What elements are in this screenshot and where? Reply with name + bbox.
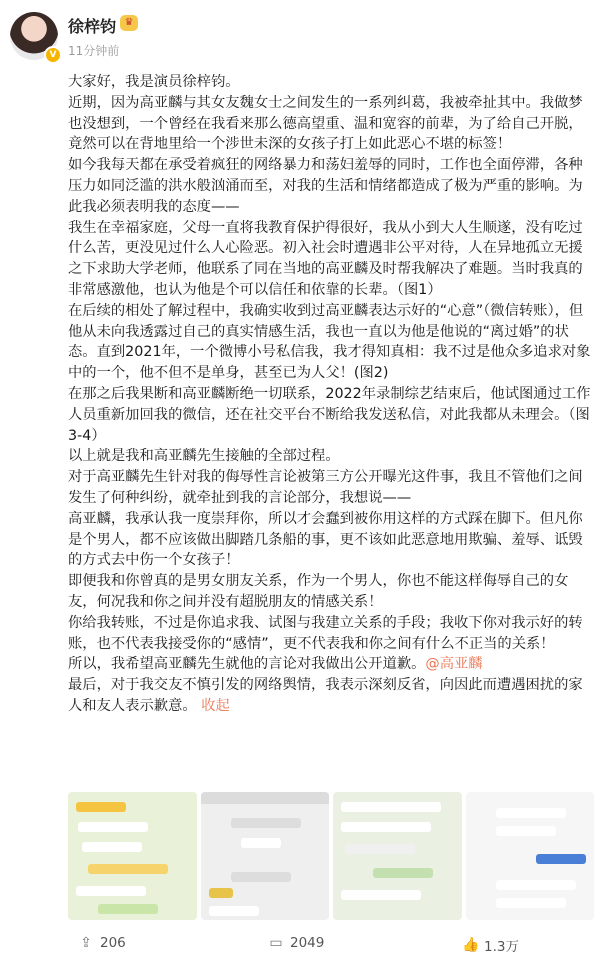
- photo-thumbnail[interactable]: [68, 792, 197, 920]
- paragraph: [68, 654, 594, 675]
- member-crown-icon: ♛: [120, 15, 138, 31]
- verified-badge-icon: V: [44, 46, 62, 64]
- paragraph: 即便我和你曾真的是男女朋友关系，作为一个男人，你也不能这样侮辱自己的女友，何况我和你之间并没有超脱朋友的情感关系！: [68, 573, 569, 610]
- paragraph: 高亚麟，我承认我一度崇拜你，所以才会蠢到被你用这样的方式踩在脚下。但凡你是个男人，都不应该做出脚踏几条船的事，更不该如此恶意地用欺骗、羞辱、诋毁的方式去中伤一个女孩子！: [68, 510, 583, 569]
- paragraph: 在那之后我果断和高亚麟断绝一切联系，2022年录制综艺结束后，他试图通过工作人员重新加回我的微信，还在社交平台不断给我发送私信，对此我都从未理会。（图3-4）: [68, 385, 591, 444]
- apology-text: 所以，我希望高亚麟先生就他的言论对我做出公开道歉。: [68, 656, 426, 673]
- action-bar: [0, 928, 600, 961]
- repost-count: 206: [100, 935, 126, 951]
- post-header: [0, 0, 600, 68]
- comment-button[interactable]: [268, 935, 324, 951]
- paragraph: 对于高亚麟先生针对我的侮辱性言论被第三方公开曝光这件事，我且不管他们之间发生了何种纠纷，就牵扯到我的言论部分，我想说——: [68, 469, 583, 506]
- paragraph: 近期，因为高亚麟与其女友魏女士之间发生的一系列纠葛，我被牵扯其中。我做梦也没想到，一个曾经在我看来那么德高望重、温和宽容的前辈，为了给自己开脱，竟然可以在背地里给一个涉世未深的女孩子打上如此恶心不堪的标签！: [68, 94, 583, 153]
- repost-button[interactable]: [78, 935, 126, 951]
- paragraph: 你给我转账，不过是你追求我、试图与我建立关系的手段；我收下你对我示好的转账，也不代表我接受你的“感情”，更不代表我和你之间有什么不正当的关系！: [68, 614, 583, 652]
- post-body: [68, 72, 594, 717]
- like-icon: 👍: [462, 937, 480, 953]
- photo-thumbnail[interactable]: [466, 792, 595, 920]
- paragraph: [68, 675, 594, 717]
- like-button[interactable]: [462, 935, 519, 955]
- repost-icon: ⇪: [80, 935, 92, 951]
- collapse-link[interactable]: 收起: [201, 697, 230, 714]
- like-count: 1.3万: [484, 939, 519, 955]
- comment-count: 2049: [290, 935, 325, 951]
- last-text: 最后，对于我交友不慎引发的网络舆情，我表示深刻反省，向因此而遭遇困扰的家人和友人表示歉意。: [68, 677, 583, 714]
- paragraph: 如今我每天都在承受着疯狂的网络暴力和荡妇羞辱的同时，工作也全面停滞，各种压力如同泛滥的洪水般汹涌而至，对我的生活和情绪都造成了极为严重的影响。为此我必须表明我的态度——: [68, 157, 583, 215]
- paragraph: 以上就是我和高亚麟先生接触的全部过程。: [68, 448, 340, 465]
- photo-grid: [68, 792, 594, 920]
- paragraph: 大家好，我是演员徐梓钧。: [68, 74, 240, 90]
- photo-thumbnail[interactable]: [201, 792, 330, 920]
- photo-thumbnail[interactable]: [333, 792, 462, 920]
- comment-icon: ▭: [269, 935, 283, 951]
- paragraph: 我生在幸福家庭，父母一直将我教育保护得很好，我从小到大人生顺遂，没有吃过什么苦，更没见过什么人心险恶。初入社会时遭遇非公平对待，人在异地孤立无援之下求助大学老师，他联系了同在当地的高亚麟及时帮我解决了难题。当时我真的非常感激他，也认为他是个可以信任和依靠的长辈。（图1）: [68, 219, 583, 298]
- post-time: 11分钟前: [68, 44, 120, 58]
- mention-link[interactable]: @高亚麟: [425, 656, 483, 673]
- paragraph: 在后续的相处了解过程中，我确实收到过高亚麟表达示好的“心意”（微信转账），但他从未向我透露过自己的真实情感生活，我也一直以为他是他说的“离过婚”的状态。直到2021年，一个微博小号私信我，我才得知真相：我不过是他众多追求对象中的一个，他不但不是单身，甚至已为人父！(图2): [68, 302, 591, 382]
- username[interactable]: 徐梓钧: [68, 17, 117, 36]
